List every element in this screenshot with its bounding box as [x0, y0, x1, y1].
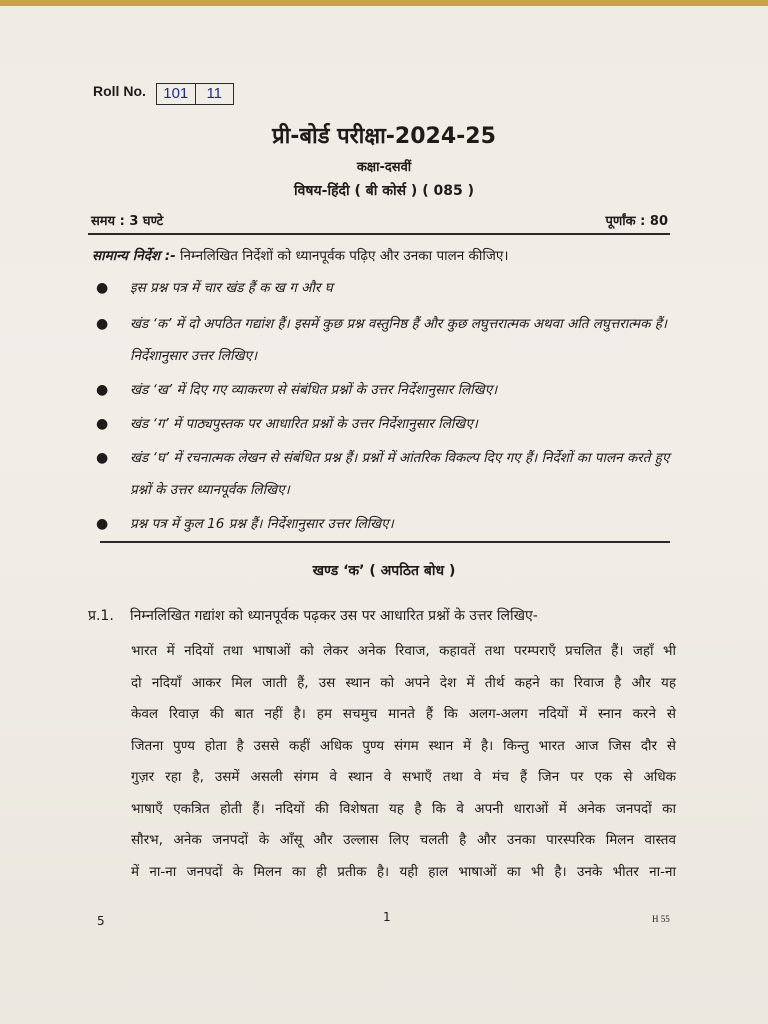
time-label: समय : 3 घण्टे	[91, 214, 164, 229]
passage-line: दो नदियाँ आकर मिल जाती हैं, उस स्थान को अपने देश में तीर्थ कहने का रिवाज है और यह	[131, 674, 676, 691]
instructions-heading-text: निम्नलिखित निर्देशों को ध्यानपूर्वक पढ़िए और उनका पालन कीजिए।	[180, 248, 509, 264]
instruction-item: खंड ‘घ’ में रचनात्मक लेखन से संबंधित प्रश्न हैं। प्रश्नों में आंतरिक विकल्प दिए गए हैं। निर्देशों का पालन करते हुए प्रश्नों के उत्तर ध्यानपूर्वक लिखिए।	[130, 450, 670, 498]
bullet-icon: ●	[96, 416, 109, 432]
roll-number-part-2: 11	[195, 84, 234, 104]
passage-line: जितना पुण्य होता है उससे कहीं अधिक पुण्य संगम स्थान में है। किन्तु भारत आज जिस दौर से	[131, 737, 676, 754]
max-marks-label: पूर्णांक : 80	[605, 214, 668, 229]
roll-number-box	[156, 83, 234, 105]
passage-line: केवल रिवाज़ की बात नहीं है। हम सचमुच मानते हैं कि अलग-अलग नदियों में स्नान करने से	[131, 706, 676, 722]
passage-line: गुज़र रहा है, उसमें असली संगम वे स्थान वे सभाएँ तथा वे मंच हैं जिन पर एक से अधिक	[131, 769, 676, 785]
footer-code: H 55	[652, 914, 670, 924]
exam-title: प्री-बोर्ड परीक्षा-2024-25	[272, 124, 496, 149]
passage-line: भारत में नदियों तथा भाषाओं को लेकर अनेक रिवाज, कहावतें तथा परम्पराएँ प्रचलित हैं। जहाँ भी	[131, 643, 676, 659]
passage	[131, 636, 676, 888]
question-number: प्र.1.	[88, 608, 114, 624]
instruction-item: खंड ‘ख’ में दिए गए व्याकरण से संबंधित प्रश्नों के उत्तर निर्देशानुसार लिखिए।	[130, 382, 498, 398]
bullet-icon: ●	[96, 450, 109, 466]
passage-line: भाषाएँ एकत्रित होती हैं। नदियों की विशेषता यह है कि वे अपनी धाराओं में अनेक जनपदों का	[131, 800, 676, 817]
passage-line: में ना-ना जनपदों के मिलन का ही प्रतीक है। यही हाल भाषाओं का भी है। उनके भीतर ना-ना	[131, 863, 676, 880]
question-text: निम्नलिखित गद्यांश को ध्यानपूर्वक पढ़कर उस पर आधारित प्रश्नों के उत्तर लिखिए-	[130, 608, 538, 624]
instructions-heading-label: सामान्य निर्देश :-	[92, 248, 176, 264]
class-line: कक्षा-दसवीं	[356, 160, 412, 175]
section-heading: खण्ड ‘क’ ( अपठित बोध )	[312, 563, 456, 579]
bullet-icon: ●	[96, 316, 109, 332]
bullet-icon: ●	[96, 516, 109, 532]
instruction-item: खंड ‘ग’ में पाठ्यपुस्तक पर आधारित प्रश्नों के उत्तर निर्देशानुसार लिखिए।	[130, 416, 478, 432]
footer-left: 5	[97, 914, 105, 928]
instruction-item: खंड ‘क’ में दो अपठित गद्यांश हैं। इसमें कुछ प्रश्न वस्तुनिष्ठ हैं और कुछ लघुत्तरात्मक अथवा अति लघुत्तरात्मक हैं। निर्देशानुसार उत्तर लिखिए।	[130, 316, 668, 364]
page-number: 1	[383, 910, 391, 924]
bullet-icon: ●	[96, 382, 109, 398]
instruction-item: इस प्रश्न पत्र में चार खंड हैं क ख ग और घ	[130, 280, 333, 296]
roll-number-part-1: 101	[163, 85, 189, 102]
instructions-divider	[100, 541, 670, 543]
instruction-item: प्रश्न पत्र में कुल 16 प्रश्न हैं। निर्देशानुसार उत्तर लिखिए।	[130, 516, 394, 532]
subject-line: विषय-हिंदी ( बी कोर्स ) ( 085 )	[294, 183, 474, 199]
instructions-heading	[92, 246, 712, 264]
roll-number-label: Roll No.	[93, 83, 146, 99]
passage-line: सौरभ, अनेक जनपदों के आँसू और उल्लास लिए चलती है और उनका पारस्परिक मिलन वास्तव	[131, 832, 676, 848]
paper-top-edge	[0, 0, 768, 6]
header-divider	[88, 233, 670, 235]
bullet-icon: ●	[96, 280, 109, 296]
